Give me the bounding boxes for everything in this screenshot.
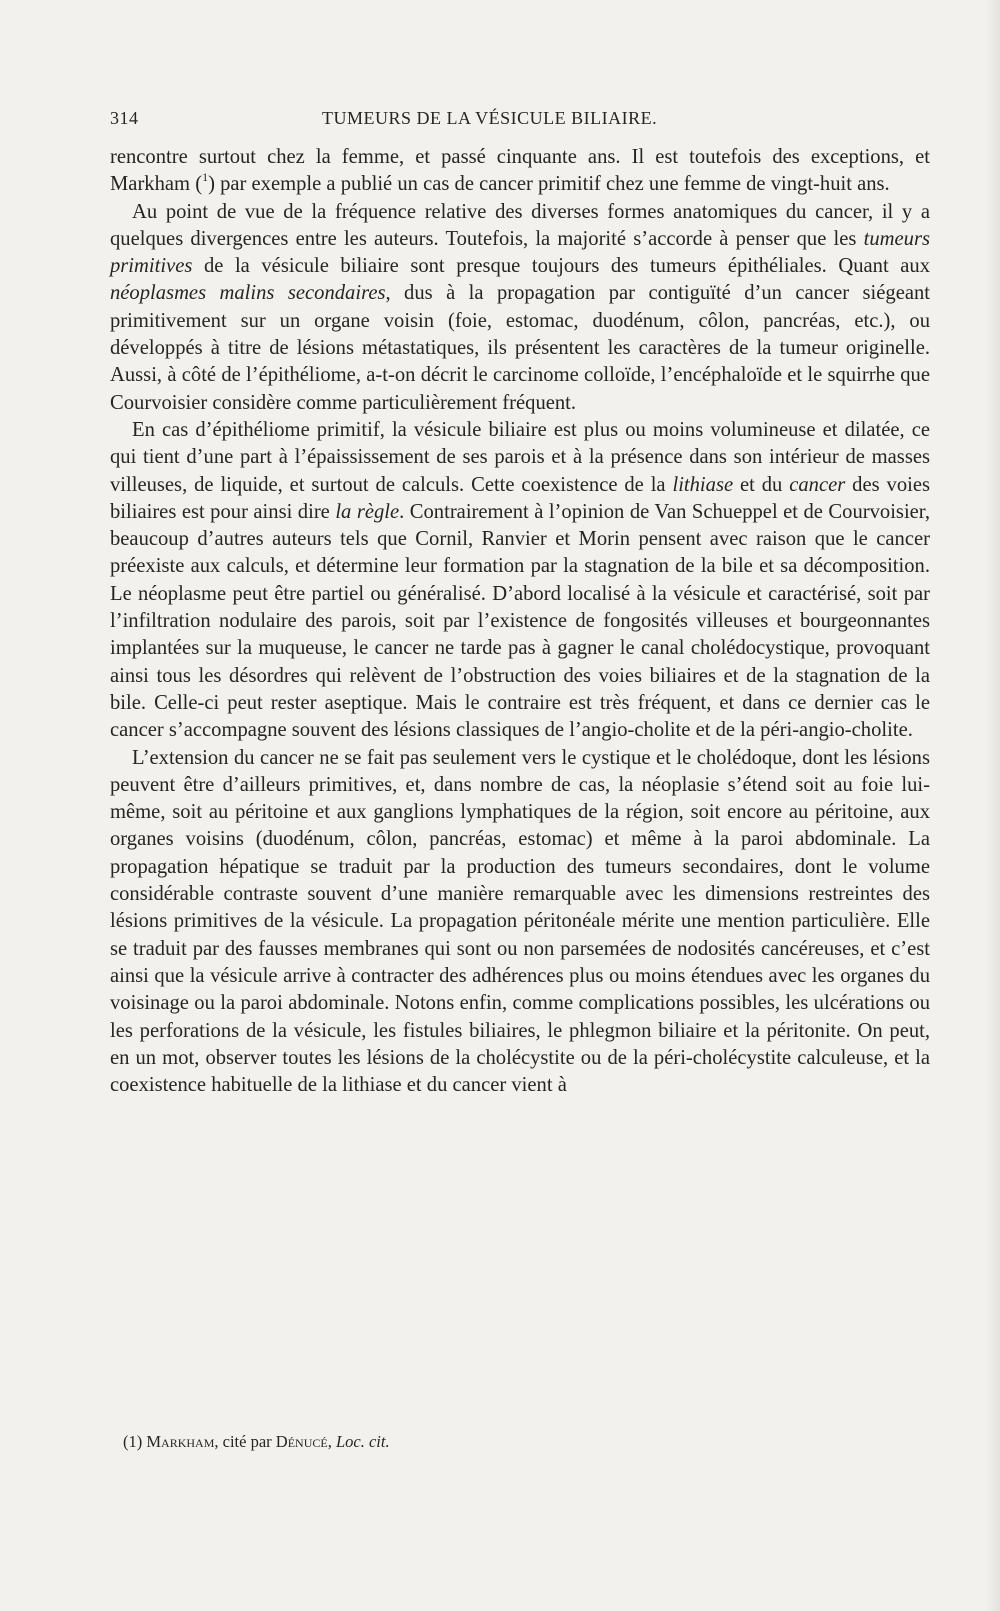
page-header — [110, 108, 922, 138]
text-run: Au point de vue de la fréquence relative des diverses formes anatomiques du cancer, il y a quelques divergences entre les auteurs. Toutefois, la majorité s’accorde à penser que les — [110, 200, 930, 250]
footnote-text: , cité par — [214, 1432, 276, 1451]
italic-term: lithiase — [672, 473, 734, 496]
footnote-cited-author: Dénucé — [275, 1432, 328, 1451]
text-run: ) par exemple a publié un cas de cancer primitif chez une femme de vingt-huit ans. — [208, 173, 890, 196]
footnote-ref: 1 — [202, 170, 209, 185]
footnote-author: Markham — [146, 1432, 215, 1451]
text-run: de la vésicule biliaire sont presque toujours des tumeurs épithéliales. Quant aux — [192, 255, 930, 278]
text-run: et du — [733, 473, 790, 496]
text-run: des voies biliaires est pour ainsi dire — [110, 473, 930, 523]
paragraph-2 — [110, 199, 930, 417]
page-number: 314 — [110, 108, 139, 128]
italic-term: tumeurs primitives — [110, 227, 930, 278]
italic-term: la règle — [335, 500, 400, 523]
text-run: En cas d’épithéliome primitif, la vésicule biliaire est plus ou moins volumineuse et dilatée, ce qui tient d’une part à l’épaississement de ses parois et à la présence dans son intérieur de masses villeuses, de liquide, et surtout de calculs. Cette coexistence de la — [110, 418, 930, 496]
page-edge-shadow — [986, 0, 1000, 1611]
footnote — [123, 1432, 823, 1452]
text-run: . Contrairement à l’opinion de Van Schueppel et de Courvoisier, beaucoup d’autres auteurs tels que Cornil, Ranvier et Morin pensent avec raison que le cancer préexiste aux calculs, et détermine leur formation par la stagnation de la bile et sa décomposition. Le néoplasme peut être partiel ou généralisé. D’abord localisé à la vésicule et caractérisé, soit par l’infiltration nodulaire des parois, soit par l’existence de fongosités villeuses et bourgeonnantes implantées sur la muqueuse, le cancer ne tarde pas à gagner le canal cholédocystique, provoquant ainsi tous les désordres qui relèvent de l’obstruction des voies biliaires et de la stagnation de la bile. Celle-ci peut rester aseptique. Mais le contraire est très fréquent, et dans ce dernier cas le cancer s’accompagne souvent des lésions classiques de l’angio-cholite et de la péri-angio-cholite. — [110, 500, 930, 742]
paragraph-3 — [110, 417, 930, 745]
footnote-separator: , — [327, 1432, 336, 1451]
text-run: , dus à la propagation par contiguïté d’un cancer siégeant primitivement sur un organe voisin (foie, estomac, duodénum, côlon, pancréas, etc.), ou développés à titre de lésions métastatiques, ils présentent les caractères de la tumeur originelle. Aussi, à côté de l’épithéliome, a-t-on décrit le carcinome colloïde, l’encéphaloïde et le squirrhe que Courvoisier considère comme particulièrement fréquent. — [110, 282, 931, 414]
footnote-marker: (1) — [123, 1432, 143, 1451]
body-text — [110, 144, 930, 1099]
text-run: rencontre surtout chez la femme, et passé cinquante ans. Il est toutefois des exceptions, et Markham ( — [110, 146, 930, 196]
footnote-reference: Loc. cit. — [335, 1432, 390, 1451]
italic-term: cancer — [789, 473, 846, 496]
paragraph-1 — [110, 144, 930, 199]
running-title: TUMEURS DE LA VÉSICULE BILIAIRE. — [322, 108, 658, 128]
italic-term: néoplasmes malins secondaires — [110, 282, 386, 305]
paragraph-4: L’extension du cancer ne se fait pas seulement vers le cystique et le cholédoque, dont les lésions peuvent être d’ailleurs primitives, et, dans nombre de cas, la néoplasie s’étend soit au foie lui-même, soit au péritoine et aux ganglions lymphatiques de la région, soit encore au péritoine, aux organes voisins (duodénum, côlon, pancréas, estomac) et même à la paroi abdominale. La propagation hépatique se traduit par la production des tumeurs secondaires, dont le volume considérable contraste souvent d’une manière remarquable avec les dimensions restreintes des lésions primitives de la vésicule. La propagation péritonéale mérite une mention particulière. Elle se traduit par des fausses membranes qui sont ou non parsemées de nodosités cancéreuses, et c’est ainsi que la vésicule arrive à contracter des adhérences plus ou moins étendues avec les organes du voisinage ou la paroi abdominale. Notons enfin, comme complications possibles, les ulcérations ou les perforations de la vésicule, les fistules biliaires, le phlegmon biliaire et la péritonite. On peut, en un mot, observer toutes les lésions de la cholécystite ou de la péri-cholécystite calculeuse, et la coexistence habituelle de la lithiase et du cancer vient à — [110, 746, 930, 1097]
